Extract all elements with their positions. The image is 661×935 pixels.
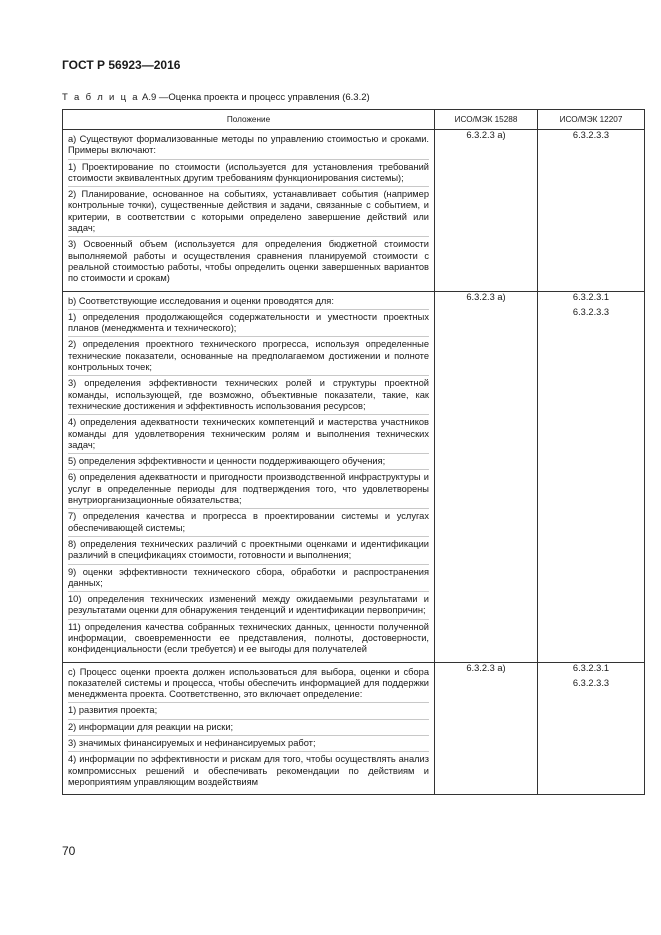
provision-cell (63, 291, 435, 662)
table-caption-prefix: Т а б л и ц а (62, 92, 140, 103)
clause-reference: 6.3.2.3.3 (572, 130, 610, 140)
provision-paragraph: b) Соответствующие исследования и оценки проводятся для: (68, 295, 429, 310)
provision-paragraph: с) Процесс оценки проекта должен использоваться для выбора, оценки и сбора показателей системы и процесса, чтобы обеспечить информацией для поддержки менеджмента проекта. Соответственно, это включает определение: (68, 666, 429, 704)
column-header-iso15288: ИСО/МЭК 15288 (435, 110, 538, 130)
iso12207-ref-cell (538, 291, 645, 662)
provision-paragraph: 1) определения продолжающейся содержательности и уместности проектных планов (менеджмента и технического); (68, 311, 429, 338)
iso12207-ref-cell (538, 130, 645, 292)
clause-reference: 6.3.2.3 а) (466, 291, 506, 302)
page-number: 70 (62, 844, 76, 858)
provision-paragraph: 11) определения качества собранных технических данных, ценности полученной информации, своевременности ее представления, полноты, достоверности, конфиденциальности (если требуется) и ее выгоды для получателей (68, 621, 429, 655)
requirements-table (62, 109, 645, 795)
provision-paragraph: 4) информации по эффективности и рискам для того, чтобы осуществлять анализ компромиссных решений и обеспечивать рекомендации по действиям и мероприятиям управляющим воздействиям (68, 754, 429, 787)
provision-paragraph: 6) определения адекватности и пригодности производственной инфраструктуры и услуг в определенные периоды для подтверждения того, что удовлетворены внутриорганизационные обязательства; (68, 471, 429, 509)
clause-reference: 6.3.2.3.3 (572, 677, 610, 688)
clause-reference: 6.3.2.3 а) (466, 662, 506, 673)
provision-paragraph: 3) определения эффективности технических ролей и структуры проектной команды, использующей, где возможно, объективные показатели, такие, как технические достижения и эффективность использования ресурсов; (68, 377, 429, 415)
table-body (63, 130, 645, 795)
table-caption (62, 92, 370, 103)
table-row (63, 130, 645, 292)
provision-paragraph: 4) определения адекватности технических компетенций и мастерства участников команды для удовлетворения техническим ролям и выполнения технических задач; (68, 416, 429, 454)
clause-reference: 6.3.2.3.1 (572, 291, 610, 302)
table-row (63, 662, 645, 795)
iso15288-ref-cell (435, 662, 538, 795)
clause-reference: 6.3.2.3.1 (572, 662, 610, 673)
provision-paragraph: 2) Планирование, основанное на событиях, устанавливает события (например контрольные точки), существенные действия и задачи, связанные с событием, и критерии, в соответствии с которыми определено завершение действий или задач; (68, 188, 429, 237)
provision-paragraph: 1) Проектирование по стоимости (используется для установления требований стоимости эквивалентных другим требованиям функционирования системы); (68, 161, 429, 188)
column-header-iso12207: ИСО/МЭК 12207 (538, 110, 645, 130)
provision-cell (63, 130, 435, 292)
provision-paragraph: 3) значимых финансируемых и нефинансируемых работ; (68, 737, 429, 752)
provision-paragraph: 2) определения проектного технического прогресса, используя определенные технические показатели, основанные на предполагаемом достижении и полноте контрольных точек; (68, 338, 429, 376)
provision-cell (63, 662, 435, 795)
table-header-row (63, 110, 645, 130)
provision-paragraph: 10) определения технических изменений между ожидаемыми результатами и результатами оценки для обнаружения тенденций и идентификации первопричин; (68, 593, 429, 620)
provision-paragraph: 8) определения технических различий с проектными оценками и идентификации различий в спецификациях стоимости, готовности и выполнения; (68, 538, 429, 565)
iso15288-ref-cell (435, 291, 538, 662)
table-row (63, 291, 645, 662)
provision-paragraph: 2) информации для реакции на риски; (68, 721, 429, 736)
provision-paragraph: 9) оценки эффективности технического сбора, обработки и распространения данных; (68, 566, 429, 593)
provision-paragraph: 3) Освоенный объем (используется для определения бюджетной стоимости выполняемой работы и осуществления сравнения планируемой стоимости с реальной стоимостью работы, чтобы определить оценки завершенных вариантов по стоимости и срокам) (68, 239, 429, 284)
provision-paragraph: 7) определения качества и прогресса в проектировании системы и услугах обеспечивающей системы; (68, 510, 429, 537)
iso15288-ref-cell (435, 130, 538, 292)
provision-paragraph: а) Существуют формализованные методы по управлению стоимостью и сроками. Примеры включают: (68, 133, 429, 160)
clause-reference: 6.3.2.3.3 (572, 306, 610, 317)
table-caption-text: А.9 —Оценка проекта и процесс управления (6.3.2) (139, 92, 370, 103)
column-header-provision: Положение (63, 110, 435, 130)
provision-paragraph: 5) определения эффективности и ценности поддерживающего обучения; (68, 455, 429, 470)
document-header: ГОСТ Р 56923—2016 (62, 58, 181, 72)
provision-paragraph: 1) развития проекта; (68, 704, 429, 719)
iso12207-ref-cell (538, 662, 645, 795)
clause-reference: 6.3.2.3 а) (466, 130, 506, 140)
